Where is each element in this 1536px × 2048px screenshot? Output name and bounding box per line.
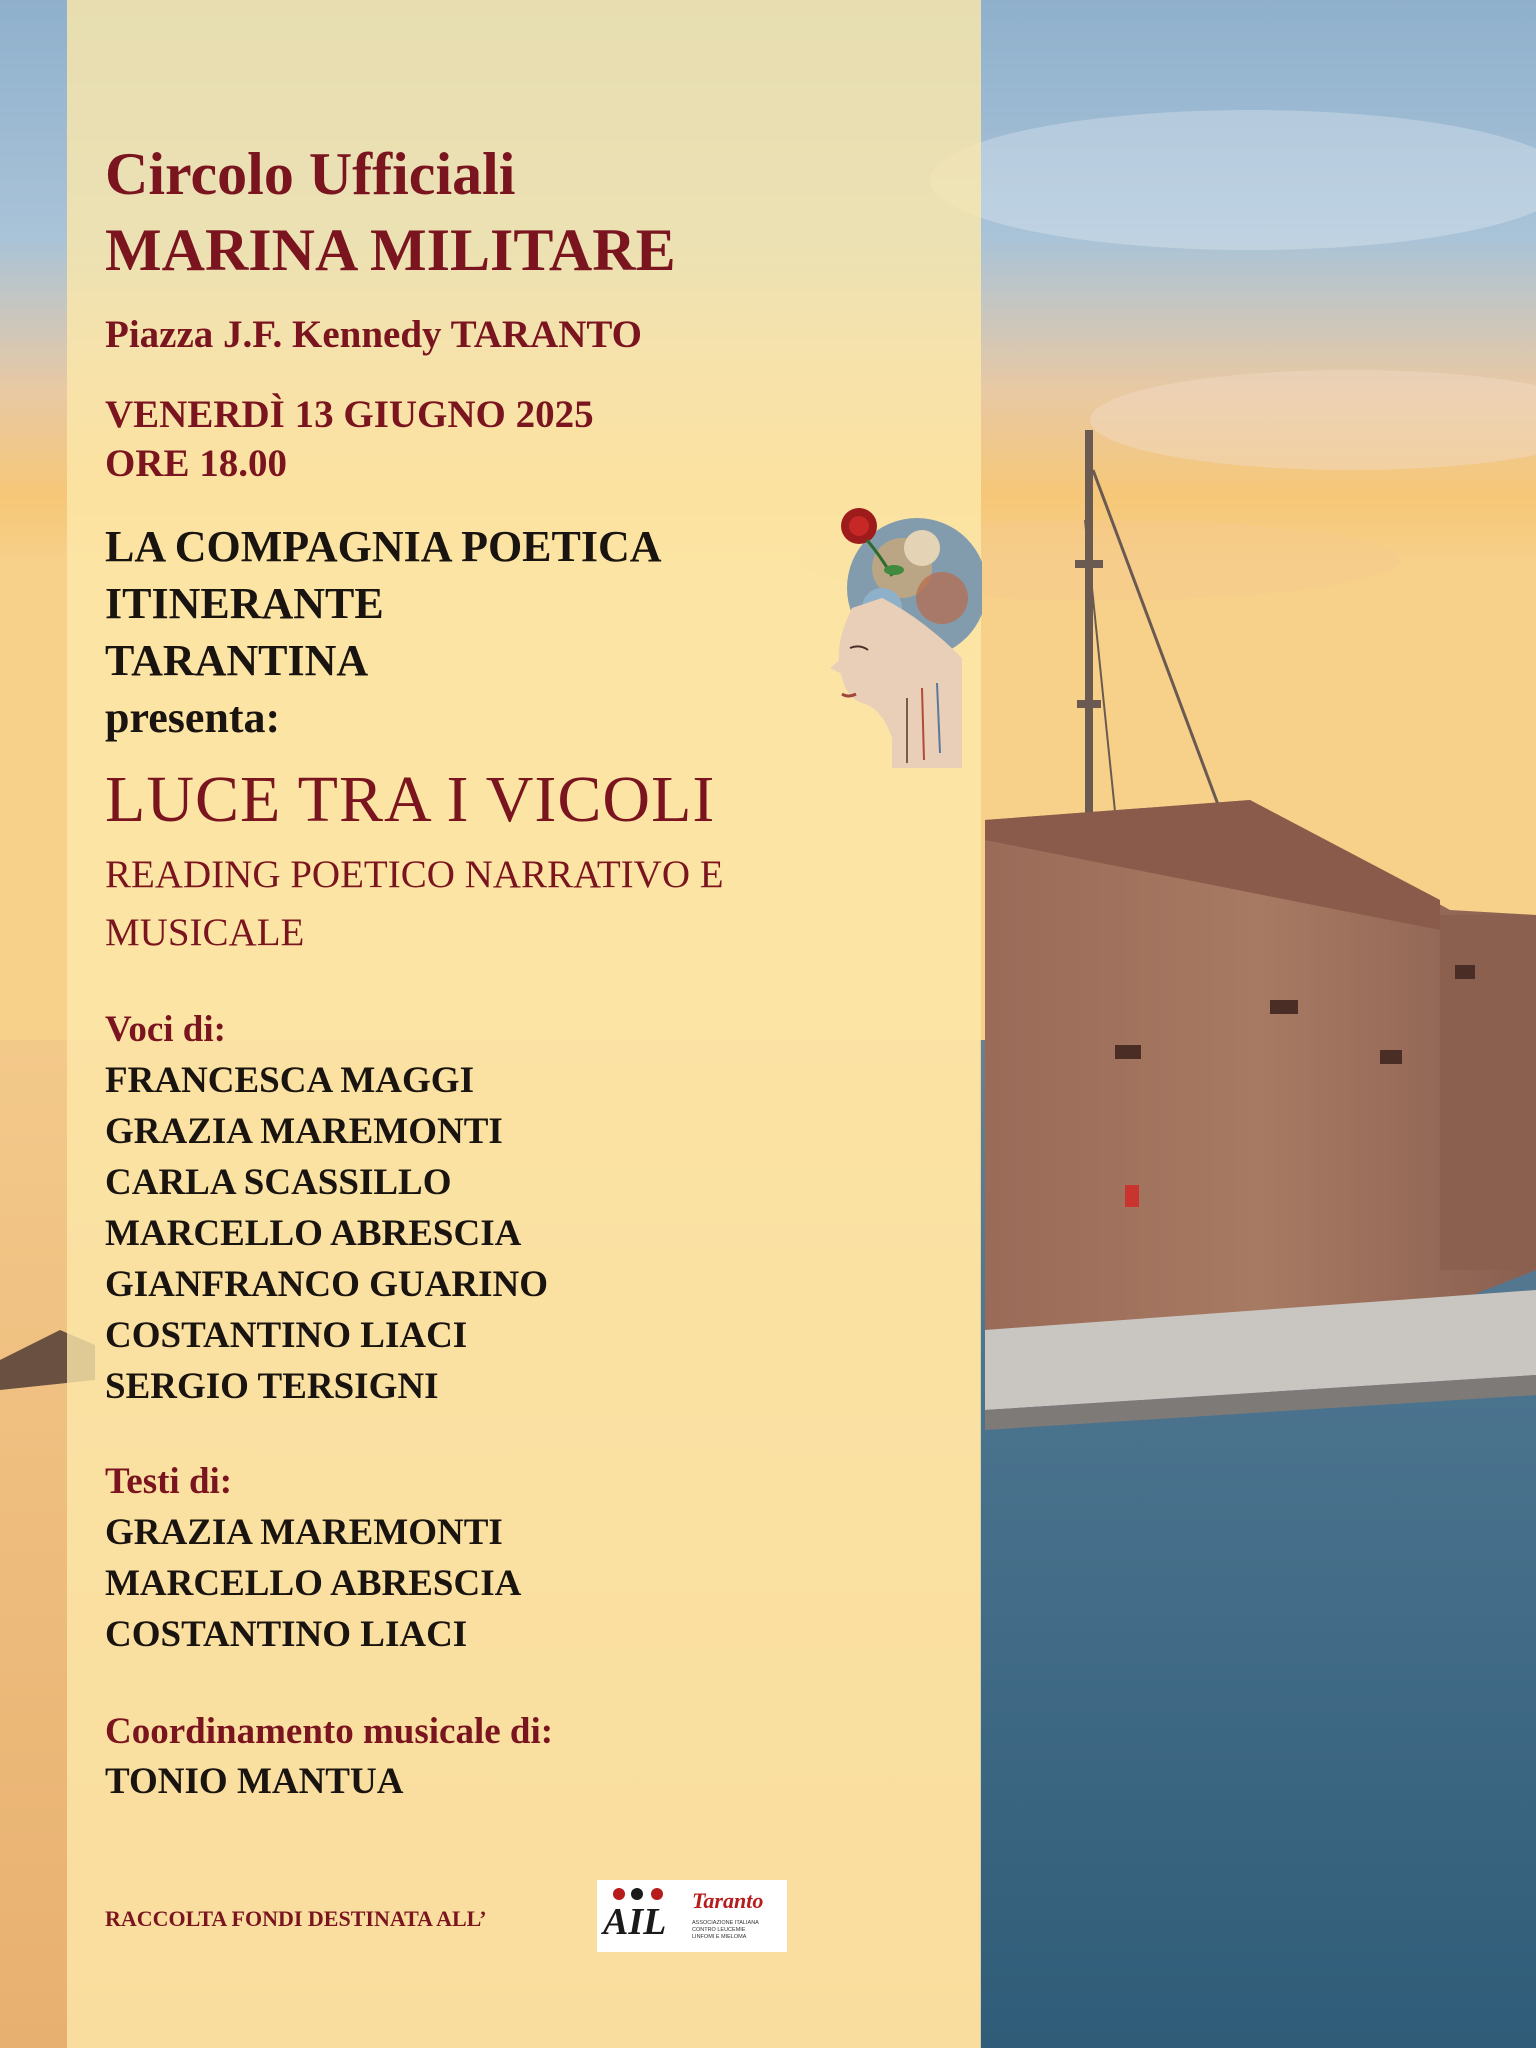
voice-name: SERGIO TERSIGNI <box>105 1366 439 1407</box>
voice-name: CARLA SCASSILLO <box>105 1162 452 1203</box>
author-name: GRAZIA MAREMONTI <box>105 1512 503 1553</box>
show-subtitle-1: READING POETICO NARRATIVO E <box>105 853 724 896</box>
venue-address: Piazza J.F. Kennedy TARANTO <box>105 313 643 356</box>
author-name: MARCELLO ABRESCIA <box>105 1563 522 1604</box>
voices-list <box>105 1055 548 1412</box>
voices-label: Voci di: <box>105 1009 226 1050</box>
ail-logo-graphic <box>597 1880 787 1952</box>
voice-name: GRAZIA MAREMONTI <box>105 1111 503 1152</box>
woman-portrait-illustration <box>812 498 982 768</box>
company-line-3: TARANTINA <box>105 636 369 685</box>
ail-city: Taranto <box>692 1888 764 1913</box>
ail-caption-3: LINFOMI E MIELOMA <box>692 1934 747 1940</box>
event-date: VENERDÌ 13 GIUGNO 2025 <box>105 393 594 436</box>
event-time: ORE 18.00 <box>105 442 288 485</box>
venue-line-2: MARINA MILITARE <box>105 217 676 283</box>
ail-letters: AIL <box>603 1901 667 1943</box>
voice-name: FRANCESCA MAGGI <box>105 1060 474 1101</box>
company-line-1: LA COMPAGNIA POETICA <box>105 522 662 571</box>
voice-name: MARCELLO ABRESCIA <box>105 1213 522 1254</box>
music-name: TONIO MANTUA <box>105 1761 404 1802</box>
music-label: Coordinamento musicale di: <box>105 1711 554 1752</box>
presents-label: presenta: <box>105 693 281 742</box>
venue-line-1: Circolo Ufficiali <box>105 141 516 207</box>
texts-label: Testi di: <box>105 1461 233 1502</box>
voice-name: GIANFRANCO GUARINO <box>105 1264 548 1305</box>
ail-caption-1: ASSOCIAZIONE ITALIANA <box>692 1920 759 1926</box>
texts-list <box>105 1507 521 1660</box>
ail-caption-2: CONTRO LEUCEMIE <box>692 1927 746 1933</box>
voice-name: COSTANTINO LIACI <box>105 1315 468 1356</box>
fundraising-text: RACCOLTA FONDI DESTINATA ALL’ <box>105 1906 487 1931</box>
show-title: LUCE TRA I VICOLI <box>105 763 716 836</box>
author-name: COSTANTINO LIACI <box>105 1614 468 1655</box>
company-line-2: ITINERANTE <box>105 579 384 628</box>
ail-taranto-logo <box>597 1880 787 1952</box>
show-subtitle-2: MUSICALE <box>105 911 305 954</box>
